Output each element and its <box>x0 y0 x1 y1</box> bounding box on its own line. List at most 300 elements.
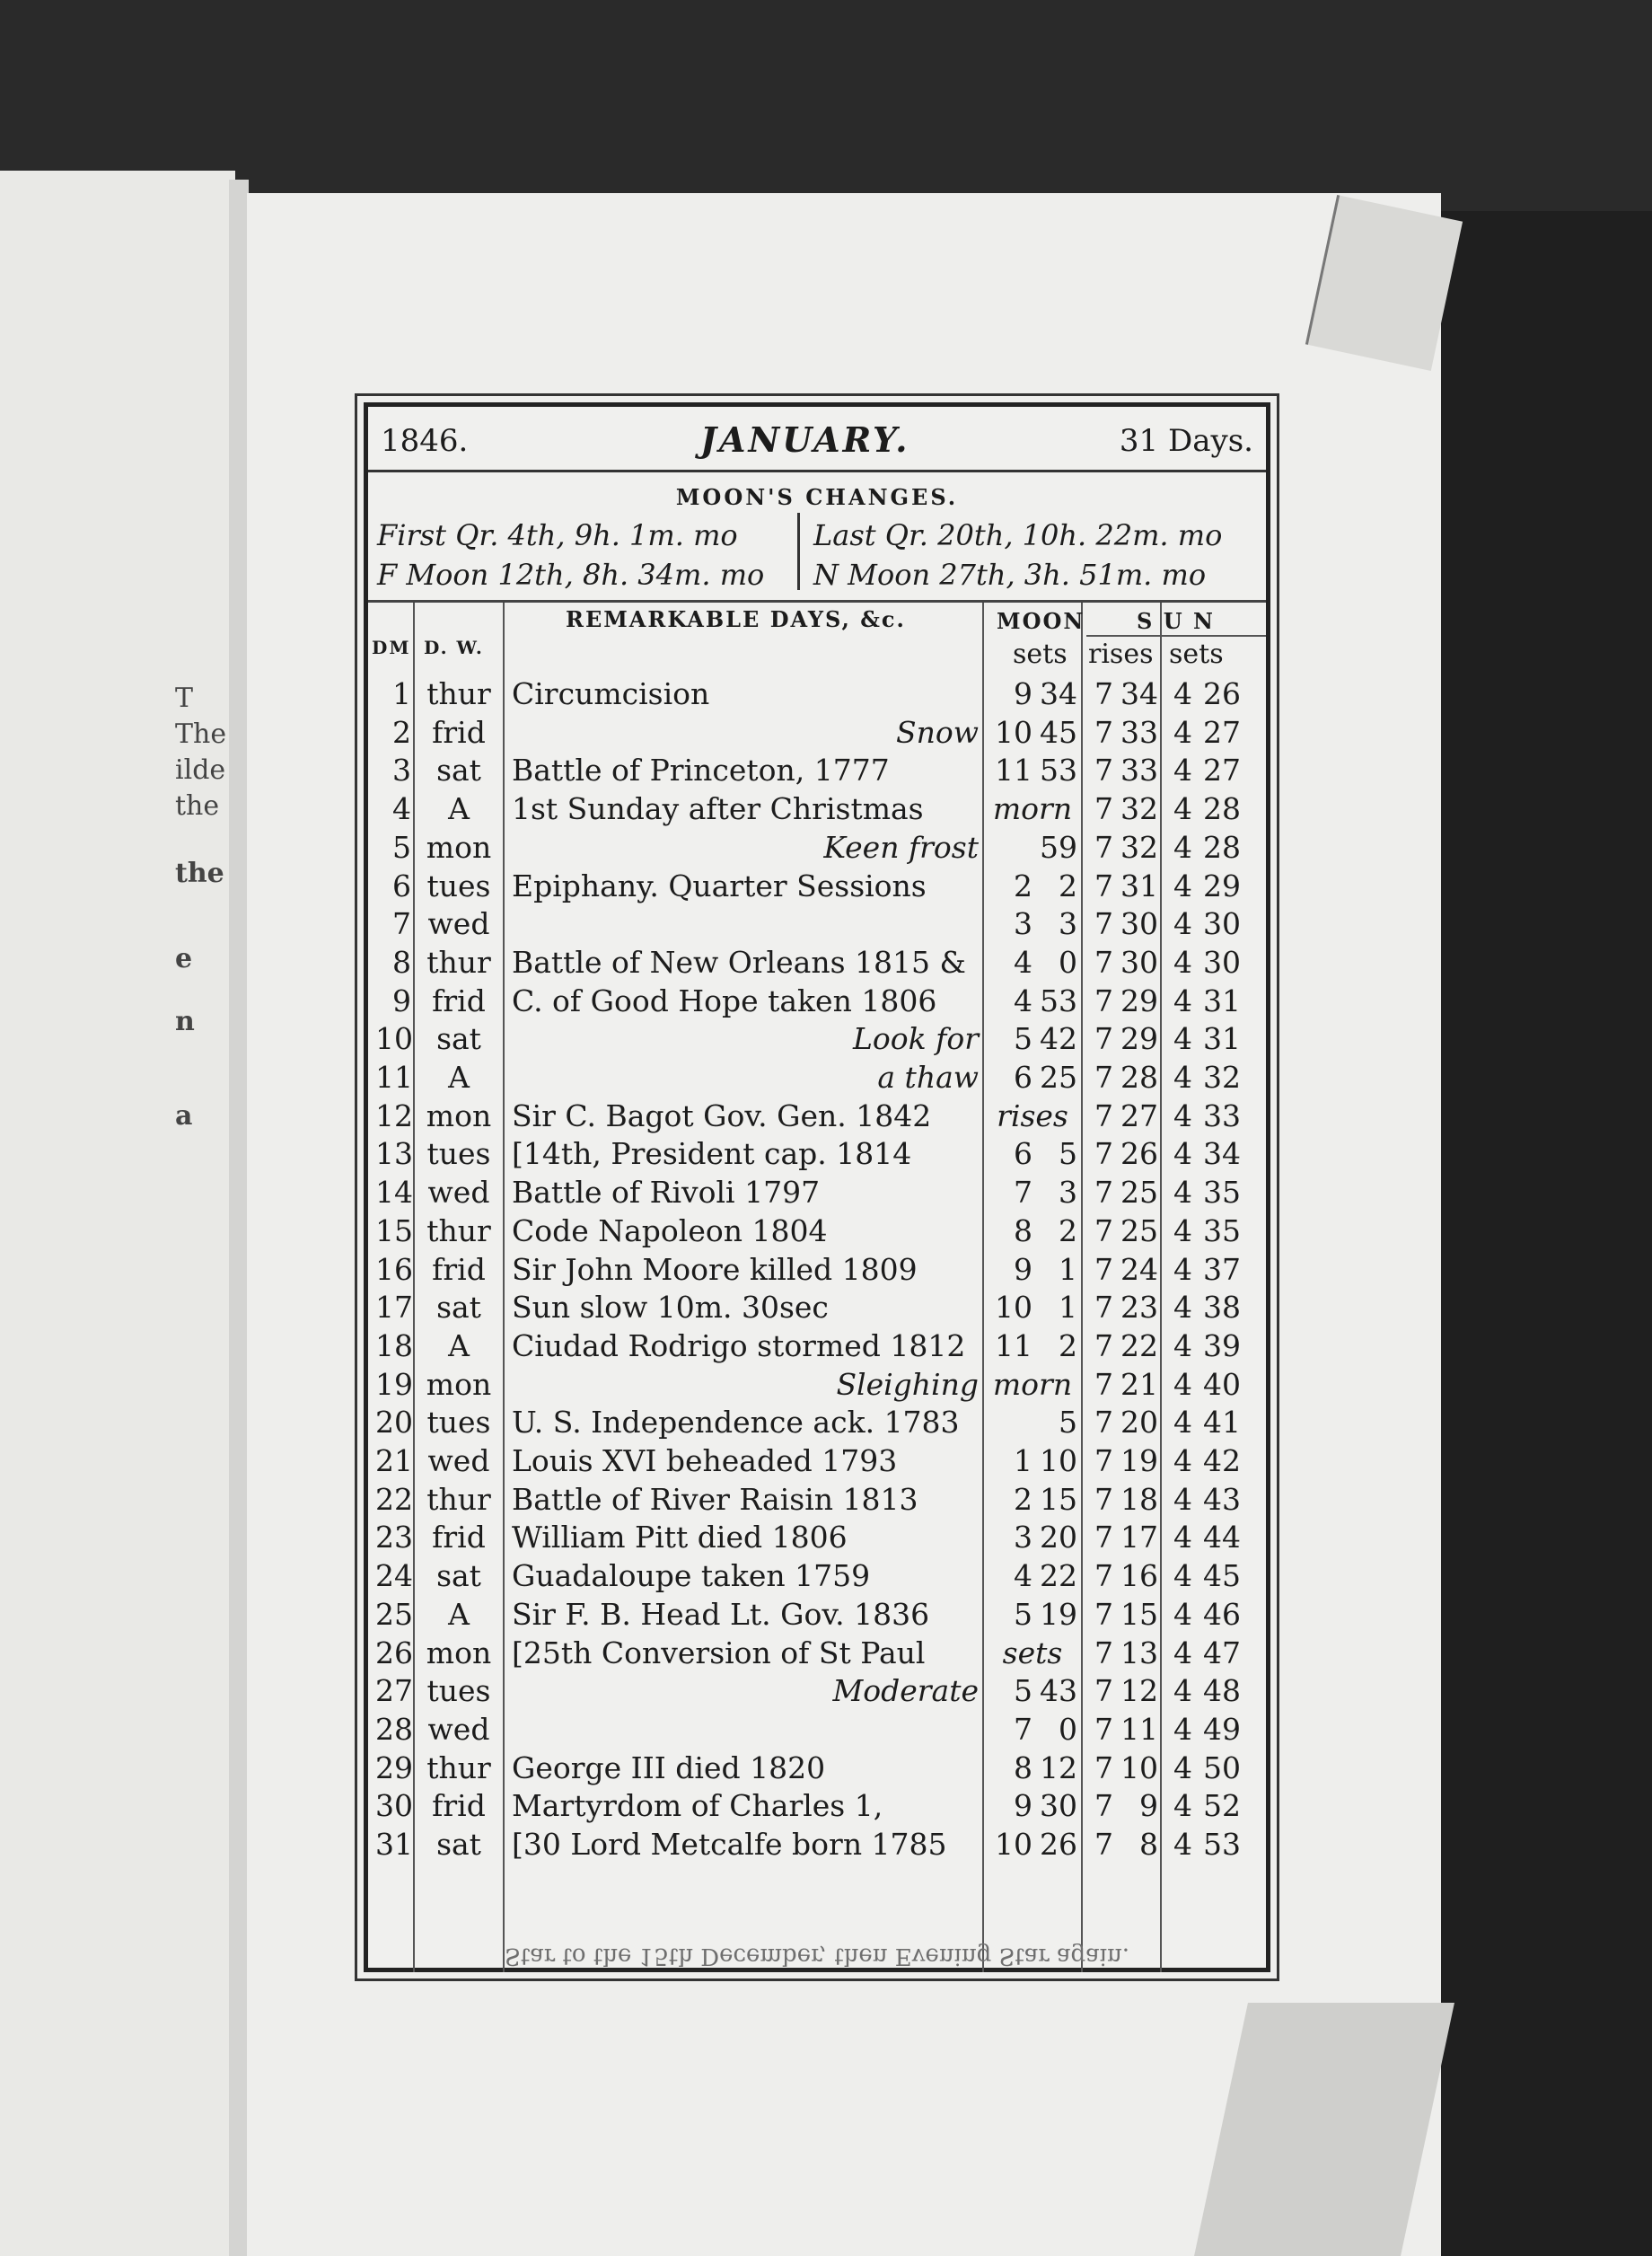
moon-sets-minute: 12 <box>1040 1749 1077 1785</box>
moon-change-new-moon: N Moon 27th, 3h. 51m. mo <box>813 558 1207 592</box>
moon-sets-minute: 0 <box>1059 1711 1077 1747</box>
day-of-month: 30 <box>375 1788 413 1824</box>
sun-rises-hour: 7 <box>1094 1558 1113 1594</box>
moon-change-first-quarter: First Qr. 4th, 9h. 1m. mo <box>377 518 738 552</box>
sun-rises-hour: 7 <box>1094 1327 1113 1363</box>
day-of-month: 19 <box>375 1366 413 1402</box>
day-of-month: 15 <box>375 1212 413 1248</box>
day-of-month: 24 <box>375 1558 413 1594</box>
sun-sets-minute: 41 <box>1203 1405 1241 1441</box>
sun-sets-hour: 4 <box>1173 1327 1192 1363</box>
day-of-week: frid <box>432 983 486 1018</box>
sun-rises-minute: 29 <box>1120 983 1158 1018</box>
moon-sets-hour: 6 <box>1014 1060 1032 1095</box>
remarkable-event: William Pitt died 1806 <box>512 1520 848 1555</box>
table-row <box>368 715 1266 753</box>
moon-sets-hour: 10 <box>995 714 1032 750</box>
sun-rises-hour: 7 <box>1094 944 1113 980</box>
remarkable-event: Snow <box>896 714 979 750</box>
moon-sets-minute: 59 <box>1040 829 1077 865</box>
moon-sets-hour: 8 <box>1014 1749 1032 1785</box>
day-of-month: 4 <box>392 791 411 827</box>
dw-header: D. W. <box>424 637 484 658</box>
remarkable-event: [25th Conversion of St Paul <box>512 1635 926 1670</box>
moon-sets-minute: 25 <box>1040 1060 1077 1095</box>
moon-sets-hour: morn <box>992 1366 1073 1402</box>
table-row <box>368 1367 1266 1405</box>
table-row <box>368 791 1266 829</box>
remarkable-event: Moderate <box>832 1673 979 1709</box>
sun-rises-hour: 7 <box>1094 753 1113 789</box>
sun-sets-minute: 49 <box>1203 1711 1241 1747</box>
sun-sets-hour: 4 <box>1173 1827 1192 1862</box>
moon-sets-header: sets <box>1013 639 1068 670</box>
bleed-through-footer: Star to the 15th December, then Evening Star again. <box>505 1943 1129 1970</box>
day-of-week: mon <box>426 829 492 865</box>
table-row <box>368 753 1266 790</box>
sun-rises-minute: 17 <box>1120 1520 1158 1555</box>
moon-sets-hour: 9 <box>1014 676 1032 711</box>
moon-sets-hour: 5 <box>1014 1596 1032 1632</box>
moon-sets-hour: 1 <box>1014 1443 1032 1478</box>
table-row <box>368 868 1266 906</box>
remarkable-event: a thaw <box>877 1060 979 1095</box>
sun-rises-hour: 7 <box>1094 1749 1113 1785</box>
day-of-week: tues <box>426 1405 491 1441</box>
moon-sets-hour: 10 <box>995 1827 1032 1862</box>
sun-sets-minute: 50 <box>1203 1749 1241 1785</box>
sun-rises-hour: 7 <box>1094 1443 1113 1478</box>
remarkable-days-header: REMARKABLE DAYS, &c. <box>566 606 906 632</box>
sun-sets-hour: 4 <box>1173 944 1192 980</box>
left-page-fragment: n <box>175 1006 195 1037</box>
month-title: JANUARY. <box>700 419 910 460</box>
sun-sets-minute: 33 <box>1203 1097 1241 1133</box>
moon-sets-hour: 5 <box>1014 1021 1032 1057</box>
day-of-week: thur <box>426 1481 491 1517</box>
sun-rises-minute: 30 <box>1120 944 1158 980</box>
left-facing-page <box>0 171 235 2256</box>
sun-rises-hour: 7 <box>1094 1520 1113 1555</box>
moon-sets-minute: 43 <box>1040 1673 1077 1709</box>
day-of-week: wed <box>427 1711 490 1747</box>
day-of-week: wed <box>427 906 490 942</box>
sun-sets-hour: 4 <box>1173 1251 1192 1287</box>
moon-sets-hour: 6 <box>1014 1136 1032 1172</box>
day-of-month: 26 <box>375 1635 413 1670</box>
table-row <box>368 1712 1266 1749</box>
sun-sets-hour: 4 <box>1173 1481 1192 1517</box>
day-of-week: frid <box>432 1251 486 1287</box>
sun-rises-hour: 7 <box>1094 714 1113 750</box>
sun-rises-hour: 7 <box>1094 1405 1113 1441</box>
sun-sets-hour: 4 <box>1173 1021 1192 1057</box>
moon-sets-hour: morn <box>992 791 1073 827</box>
table-row <box>368 1635 1266 1673</box>
day-of-month: 25 <box>375 1596 413 1632</box>
sun-sets-hour: 4 <box>1173 1520 1192 1555</box>
day-of-month: 21 <box>375 1443 413 1478</box>
sun-rises-minute: 10 <box>1120 1749 1158 1785</box>
sun-sets-minute: 38 <box>1203 1290 1241 1326</box>
day-of-month: 28 <box>375 1711 413 1747</box>
sun-header-rule <box>1086 635 1266 637</box>
moon-sets-minute: 53 <box>1040 983 1077 1018</box>
remarkable-event: Sir John Moore killed 1809 <box>512 1251 918 1287</box>
moon-sets-hour: rises <box>997 1097 1068 1133</box>
sun-rises-hour: 7 <box>1094 983 1113 1018</box>
sun-sets-minute: 31 <box>1203 983 1241 1018</box>
moon-sets-hour: 10 <box>995 1290 1032 1326</box>
sun-sets-hour: 4 <box>1173 1558 1192 1594</box>
sun-rises-minute: 16 <box>1120 1558 1158 1594</box>
moon-sets-hour: 4 <box>1014 1558 1032 1594</box>
table-row <box>368 1788 1266 1826</box>
sun-sets-hour: 4 <box>1173 829 1192 865</box>
sun-sets-minute: 39 <box>1203 1327 1241 1363</box>
day-of-week: sat <box>436 1021 481 1057</box>
left-page-fragment: T <box>175 683 194 714</box>
sun-sets-hour: 4 <box>1173 1136 1192 1172</box>
remarkable-event: Sir C. Bagot Gov. Gen. 1842 <box>512 1097 932 1133</box>
day-of-week: tues <box>426 1673 491 1709</box>
table-row <box>368 945 1266 983</box>
day-of-month: 6 <box>392 868 411 903</box>
sun-rises-minute: 23 <box>1120 1290 1158 1326</box>
sun-rises-hour: 7 <box>1094 1481 1113 1517</box>
sun-rises-hour: 7 <box>1094 1635 1113 1670</box>
sun-sets-minute: 42 <box>1203 1443 1241 1478</box>
day-of-month: 29 <box>375 1749 413 1785</box>
day-of-month: 1 <box>392 676 411 711</box>
sun-sets-hour: 4 <box>1173 714 1192 750</box>
sun-sets-minute: 47 <box>1203 1635 1241 1670</box>
sun-sets-minute: 35 <box>1203 1212 1241 1248</box>
left-page-fragment: the <box>175 790 220 822</box>
day-of-week: mon <box>426 1097 492 1133</box>
moon-sets-hour: 5 <box>1014 1673 1032 1709</box>
day-of-week: tues <box>426 1136 491 1172</box>
sun-sets-minute: 28 <box>1203 791 1241 827</box>
moon-sets-minute: 10 <box>1040 1443 1077 1478</box>
moon-sets-minute: 3 <box>1059 906 1077 942</box>
day-of-month: 9 <box>392 983 411 1018</box>
moon-sets-hour: 11 <box>995 753 1032 789</box>
sun-sets-minute: 40 <box>1203 1366 1241 1402</box>
left-page-fragment: The <box>175 718 227 750</box>
sun-rises-minute: 34 <box>1120 676 1158 711</box>
sun-sets-hour: 4 <box>1173 676 1192 711</box>
sun-rises-minute: 32 <box>1120 791 1158 827</box>
sun-rises-hour: 7 <box>1094 1827 1113 1862</box>
remarkable-event: U. S. Independence ack. 1783 <box>512 1405 960 1441</box>
day-of-week: sat <box>436 1827 481 1862</box>
sun-sets-hour: 4 <box>1173 868 1192 903</box>
sun-sets-minute: 43 <box>1203 1481 1241 1517</box>
day-of-month: 8 <box>392 944 411 980</box>
book-gutter <box>229 180 249 2256</box>
sun-rises-hour: 7 <box>1094 868 1113 903</box>
days-count: 31 Days. <box>1119 423 1253 459</box>
sun-rises-hour: 7 <box>1094 1097 1113 1133</box>
remarkable-event: C. of Good Hope taken 1806 <box>512 983 937 1018</box>
remarkable-event: Martyrdom of Charles 1, <box>512 1788 883 1824</box>
day-of-week: mon <box>426 1635 492 1670</box>
day-of-week: sat <box>436 1558 481 1594</box>
sun-rises-minute: 12 <box>1120 1673 1158 1709</box>
day-of-week: A <box>448 1060 470 1095</box>
left-page-fragment: the <box>175 858 224 889</box>
sun-sets-hour: 4 <box>1173 1711 1192 1747</box>
day-of-month: 22 <box>375 1481 413 1517</box>
left-page-fragment: e <box>175 943 193 974</box>
moon-sets-hour: 11 <box>995 1327 1032 1363</box>
sun-rises-minute: 19 <box>1120 1443 1158 1478</box>
moon-sets-minute: 20 <box>1040 1520 1077 1555</box>
sun-sets-minute: 30 <box>1203 906 1241 942</box>
sun-sets-minute: 34 <box>1203 1136 1241 1172</box>
day-of-month: 10 <box>375 1021 413 1057</box>
table-row <box>368 1673 1266 1711</box>
moon-sets-hour: 3 <box>1014 906 1032 942</box>
sun-sets-minute: 44 <box>1203 1520 1241 1555</box>
remarkable-event: Battle of Princeton, 1777 <box>512 753 890 789</box>
day-of-week: sat <box>436 753 481 789</box>
moon-sets-minute: 5 <box>1059 1136 1077 1172</box>
sun-rises-hour: 7 <box>1094 1175 1113 1211</box>
sun-sets-hour: 4 <box>1173 1175 1192 1211</box>
sun-sets-minute: 27 <box>1203 753 1241 789</box>
moon-sets-minute: 42 <box>1040 1021 1077 1057</box>
moon-sets-minute: 22 <box>1040 1558 1077 1594</box>
sun-sets-hour: 4 <box>1173 1749 1192 1785</box>
day-of-month: 5 <box>392 829 411 865</box>
day-of-week: A <box>448 1596 470 1632</box>
sun-sets-minute: 28 <box>1203 829 1241 865</box>
moon-sets-hour: 2 <box>1014 868 1032 903</box>
sun-rises-minute: 25 <box>1120 1175 1158 1211</box>
sun-rises-minute: 15 <box>1120 1596 1158 1632</box>
sun-sets-minute: 32 <box>1203 1060 1241 1095</box>
moon-sets-minute: 2 <box>1059 868 1077 903</box>
moon-sets-hour: 4 <box>1014 944 1032 980</box>
year-label: 1846. <box>381 423 469 459</box>
day-of-month: 3 <box>392 753 411 789</box>
sun-sets-minute: 35 <box>1203 1175 1241 1211</box>
table-row <box>368 1597 1266 1635</box>
day-of-month: 31 <box>375 1827 413 1862</box>
sun-rises-minute: 33 <box>1120 753 1158 789</box>
day-of-week: frid <box>432 1520 486 1555</box>
day-of-month: 14 <box>375 1175 413 1211</box>
table-row <box>368 1405 1266 1442</box>
left-page-fragment: a <box>175 1100 193 1132</box>
day-of-week: mon <box>426 1366 492 1402</box>
day-of-month: 18 <box>375 1327 413 1363</box>
remarkable-event: Battle of River Raisin 1813 <box>512 1481 918 1517</box>
moon-sets-minute: 45 <box>1040 714 1077 750</box>
remarkable-event: Code Napoleon 1804 <box>512 1212 828 1248</box>
sun-rises-minute: 18 <box>1120 1481 1158 1517</box>
day-of-week: thur <box>426 1212 491 1248</box>
sun-rises-minute: 28 <box>1120 1060 1158 1095</box>
table-row <box>368 1098 1266 1136</box>
moon-sets-minute: 19 <box>1040 1596 1077 1632</box>
day-of-month: 2 <box>392 714 411 750</box>
table-row <box>368 1443 1266 1481</box>
table-row <box>368 1558 1266 1596</box>
moon-sets-minute: 15 <box>1040 1481 1077 1517</box>
day-of-month: 11 <box>375 1060 413 1095</box>
sun-rises-minute: 8 <box>1139 1827 1158 1862</box>
sun-rises-hour: 7 <box>1094 829 1113 865</box>
day-of-month: 13 <box>375 1136 413 1172</box>
moon-sets-hour: 7 <box>1014 1175 1032 1211</box>
sun-sets-hour: 4 <box>1173 1212 1192 1248</box>
sun-sets-header: sets <box>1169 639 1224 670</box>
remarkable-event: Sun slow 10m. 30sec <box>512 1290 829 1326</box>
remarkable-event: 1st Sunday after Christmas <box>512 791 924 827</box>
day-of-month: 27 <box>375 1673 413 1709</box>
table-row <box>368 1252 1266 1290</box>
moon-sets-hour: sets <box>1002 1635 1063 1670</box>
day-of-week: wed <box>427 1443 490 1478</box>
sun-header: S U N <box>1137 608 1215 634</box>
moon-sets-hour: 3 <box>1014 1520 1032 1555</box>
remarkable-event: Epiphany. Quarter Sessions <box>512 868 927 903</box>
sun-sets-hour: 4 <box>1173 1635 1192 1670</box>
day-of-month: 12 <box>375 1097 413 1133</box>
table-row <box>368 1482 1266 1520</box>
day-of-week: thur <box>426 1749 491 1785</box>
day-of-week: A <box>448 1327 470 1363</box>
sun-sets-hour: 4 <box>1173 983 1192 1018</box>
sun-rises-minute: 32 <box>1120 829 1158 865</box>
sun-sets-hour: 4 <box>1173 1596 1192 1632</box>
sun-sets-minute: 30 <box>1203 944 1241 980</box>
sun-sets-minute: 45 <box>1203 1558 1241 1594</box>
day-of-week: wed <box>427 1175 490 1211</box>
moon-sets-hour: 4 <box>1014 983 1032 1018</box>
remarkable-event: George III died 1820 <box>512 1749 826 1785</box>
moon-sets-hour: 8 <box>1014 1212 1032 1248</box>
day-of-week: thur <box>426 944 491 980</box>
moon-sets-minute: 34 <box>1040 676 1077 711</box>
sun-rises-minute: 31 <box>1120 868 1158 903</box>
sun-rises-minute: 21 <box>1120 1366 1158 1402</box>
remarkable-event: Guadaloupe taken 1759 <box>512 1558 871 1594</box>
left-page-fragment: ilde <box>175 754 226 786</box>
remarkable-event: Sleighing <box>836 1366 979 1402</box>
sun-sets-minute: 37 <box>1203 1251 1241 1287</box>
moon-sets-hour: 9 <box>1014 1251 1032 1287</box>
table-row <box>368 1827 1266 1864</box>
day-of-month: 17 <box>375 1290 413 1326</box>
table-row <box>368 1175 1266 1212</box>
sun-rises-minute: 13 <box>1120 1635 1158 1670</box>
table-row <box>368 906 1266 944</box>
sun-rises-minute: 22 <box>1120 1327 1158 1363</box>
table-row <box>368 983 1266 1021</box>
sun-rises-hour: 7 <box>1094 906 1113 942</box>
sun-sets-minute: 27 <box>1203 714 1241 750</box>
sun-sets-hour: 4 <box>1173 1788 1192 1824</box>
sun-sets-hour: 4 <box>1173 1673 1192 1709</box>
sun-rises-hour: 7 <box>1094 1788 1113 1824</box>
dm-header: DM <box>372 637 411 658</box>
day-of-week: sat <box>436 1290 481 1326</box>
table-row <box>368 1290 1266 1327</box>
sun-sets-minute: 29 <box>1203 868 1241 903</box>
sun-sets-hour: 4 <box>1173 753 1192 789</box>
moon-sets-minute: 0 <box>1059 944 1077 980</box>
sun-rises-minute: 27 <box>1120 1097 1158 1133</box>
moon-sets-minute: 3 <box>1059 1175 1077 1211</box>
sun-sets-hour: 4 <box>1173 1097 1192 1133</box>
day-of-week: frid <box>432 714 486 750</box>
sun-rises-minute: 20 <box>1120 1405 1158 1441</box>
moon-change-full-moon: F Moon 12th, 8h. 34m. mo <box>377 558 765 592</box>
sun-rises-hour: 7 <box>1094 676 1113 711</box>
remarkable-event: [30 Lord Metcalfe born 1785 <box>512 1827 947 1862</box>
moon-changes-divider <box>797 513 800 590</box>
remarkable-event: Battle of New Orleans 1815 & <box>512 944 966 980</box>
sun-rises-minute: 25 <box>1120 1212 1158 1248</box>
sun-rises-header: rises <box>1088 639 1154 670</box>
day-of-month: 7 <box>392 906 411 942</box>
sun-sets-minute: 46 <box>1203 1596 1241 1632</box>
sun-rises-hour: 7 <box>1094 1021 1113 1057</box>
day-of-week: thur <box>426 676 491 711</box>
day-of-week: tues <box>426 868 491 903</box>
title-row <box>368 407 1266 472</box>
moon-changes-heading: MOON'S CHANGES. <box>675 484 959 510</box>
sun-rises-hour: 7 <box>1094 1711 1113 1747</box>
sun-sets-hour: 4 <box>1173 791 1192 827</box>
sun-rises-minute: 30 <box>1120 906 1158 942</box>
remarkable-event: Keen frost <box>823 829 979 865</box>
table-row <box>368 1328 1266 1366</box>
sun-sets-hour: 4 <box>1173 906 1192 942</box>
sun-sets-minute: 48 <box>1203 1673 1241 1709</box>
remarkable-event: Sir F. B. Head Lt. Gov. 1836 <box>512 1596 930 1632</box>
moon-sets-minute: 1 <box>1059 1251 1077 1287</box>
moon-sets-hour: 2 <box>1014 1481 1032 1517</box>
sun-rises-hour: 7 <box>1094 1290 1113 1326</box>
sun-sets-minute: 52 <box>1203 1788 1241 1824</box>
moon-sets-minute: 2 <box>1059 1212 1077 1248</box>
day-of-week: A <box>448 791 470 827</box>
table-row <box>368 830 1266 868</box>
sun-sets-hour: 4 <box>1173 1443 1192 1478</box>
day-of-month: 23 <box>375 1520 413 1555</box>
table-row <box>368 1213 1266 1251</box>
moon-sets-minute: 30 <box>1040 1788 1077 1824</box>
sun-sets-minute: 31 <box>1203 1021 1241 1057</box>
table-row <box>368 1750 1266 1788</box>
table-row <box>368 1520 1266 1557</box>
sun-rises-hour: 7 <box>1094 1060 1113 1095</box>
sun-rises-minute: 11 <box>1120 1711 1158 1747</box>
sun-rises-hour: 7 <box>1094 1212 1113 1248</box>
moon-sets-minute: 26 <box>1040 1827 1077 1862</box>
sun-rises-hour: 7 <box>1094 1596 1113 1632</box>
sun-rises-minute: 26 <box>1120 1136 1158 1172</box>
table-row <box>368 1136 1266 1174</box>
remarkable-event: [14th, President cap. 1814 <box>512 1136 912 1172</box>
sun-rises-hour: 7 <box>1094 1366 1113 1402</box>
remarkable-event: Circumcision <box>512 676 710 711</box>
